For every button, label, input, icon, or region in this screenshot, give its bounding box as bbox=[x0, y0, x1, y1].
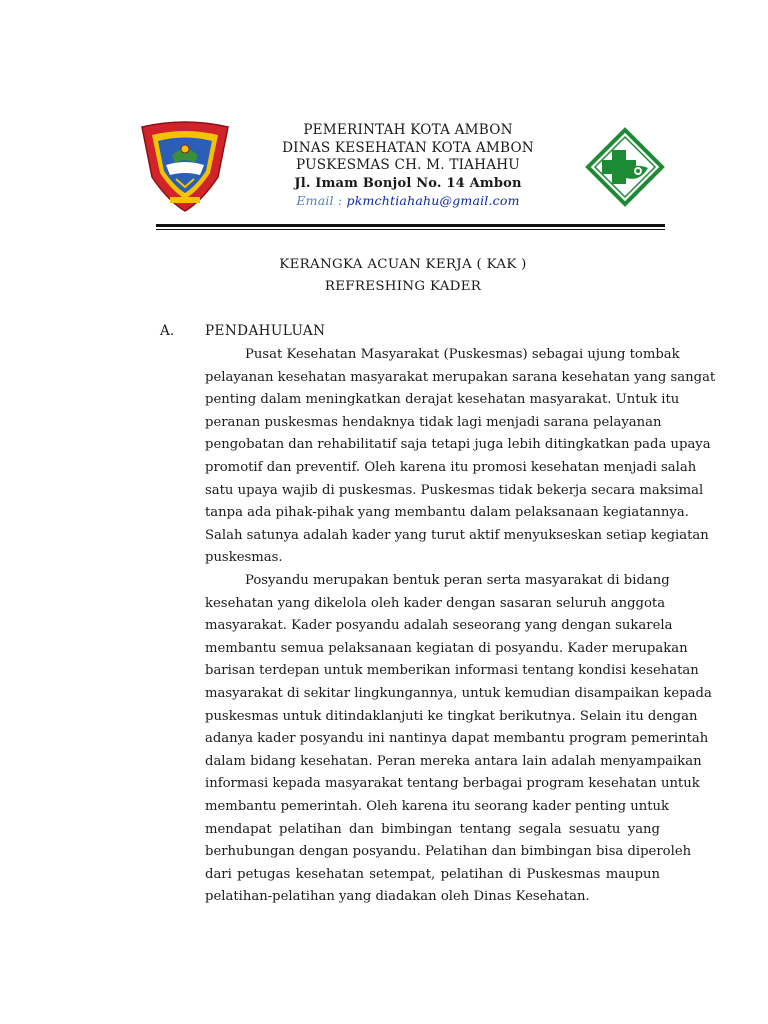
paragraph-line: dari petugas kesehatan setempat, pelatihan di Puskesmas maupun bbox=[205, 867, 660, 882]
letterhead-email bbox=[248, 192, 568, 210]
letterhead-puskesmas: PUSKESMAS CH. M. TIAHAHU bbox=[296, 157, 520, 174]
email-link[interactable]: pkmchtiahahu@gmail.com bbox=[346, 193, 520, 209]
letterhead bbox=[248, 122, 568, 210]
paragraph-line: puskesmas untuk ditindaklanjuti ke tingkat berikutnya. Selain itu dengan bbox=[205, 709, 698, 724]
letterhead-department: DINAS KESEHATAN KOTA AMBON bbox=[282, 139, 534, 156]
document-subtitle: REFRESHING KADER bbox=[324, 279, 482, 294]
paragraph-line: tanpa ada pihak-pihak yang membantu dalam pelaksanaan kegiatannya. bbox=[205, 505, 689, 520]
section-letter: A. bbox=[160, 323, 175, 339]
section-title: PENDAHULUAN bbox=[205, 323, 326, 339]
paragraph-line: pengobatan dan rehabilitatif saja tetapi juga lebih ditingkatkan pada upaya bbox=[205, 437, 711, 452]
paragraph-line: berhubungan dengan posyandu. Pelatihan dan bimbingan bisa diperoleh bbox=[205, 844, 692, 859]
paragraph-line: satu upaya wajib di puskesmas. Puskesmas tidak bekerja secara maksimal bbox=[205, 483, 704, 498]
paragraph-line: adanya kader posyandu ini nantinya dapat membantu program pemerintah bbox=[205, 731, 709, 746]
paragraph-line: promotif dan preventif. Oleh karena itu promosi kesehatan menjadi salah bbox=[205, 460, 697, 475]
paragraph-line: puskesmas. bbox=[205, 550, 283, 565]
paragraph-line: peranan puskesmas hendaknya tidak lagi menjadi sarana pelayanan bbox=[205, 415, 662, 430]
email-label: Email : bbox=[296, 193, 343, 209]
paragraph-line: mendapat pelatihan dan bimbingan tentang segala sesuatu yang bbox=[205, 822, 660, 837]
puskesmas-logo-icon bbox=[586, 128, 664, 206]
paragraph-line: informasi kepada masyarakat tentang berbagai program kesehatan untuk bbox=[205, 776, 700, 791]
paragraph-line: membantu pemerintah. Oleh karena itu seorang kader penting untuk bbox=[205, 799, 669, 814]
kota-ambon-emblem-icon bbox=[140, 121, 230, 213]
letterhead-rule-thin bbox=[156, 229, 665, 230]
paragraph-line: Posyandu merupakan bentuk peran serta masyarakat di bidang bbox=[245, 573, 670, 588]
letterhead-rule bbox=[156, 224, 665, 227]
letterhead-government: PEMERINTAH KOTA AMBON bbox=[303, 122, 513, 138]
paragraph-line: kesehatan yang dikelola oleh kader dengan sasaran seluruh anggota bbox=[205, 596, 666, 611]
paragraph-line: Pusat Kesehatan Masyarakat (Puskesmas) sebagai ujung tombak bbox=[245, 347, 680, 362]
document-title: KERANGKA ACUAN KERJA ( KAK ) bbox=[279, 257, 527, 272]
paragraph-line: pelayanan kesehatan masyarakat merupakan sarana kesehatan yang sangat bbox=[205, 370, 716, 385]
paragraph-line: membantu semua pelaksanaan kegiatan di posyandu. Kader merupakan bbox=[205, 641, 688, 656]
paragraph-line: masyarakat. Kader posyandu adalah seseorang yang dengan sukarela bbox=[205, 618, 673, 633]
paragraph-line: barisan terdepan untuk memberikan informasi tentang kondisi kesehatan bbox=[205, 663, 699, 678]
paragraph-line: dalam bidang kesehatan. Peran mereka antara lain adalah menyampaikan bbox=[205, 754, 702, 769]
paragraph-line: penting dalam meningkatkan derajat kesehatan masyarakat. Untuk itu bbox=[205, 392, 680, 407]
paragraph-line: pelatihan-pelatihan yang diadakan oleh Dinas Kesehatan. bbox=[205, 889, 590, 904]
paragraph-line: masyarakat di sekitar lingkungannya, untuk kemudian disampaikan kepada bbox=[205, 686, 712, 701]
paragraph-line: Salah satunya adalah kader yang turut aktif menyukseskan setiap kegiatan bbox=[205, 528, 709, 543]
letterhead-address: Jl. Imam Bonjol No. 14 Ambon bbox=[294, 175, 522, 191]
